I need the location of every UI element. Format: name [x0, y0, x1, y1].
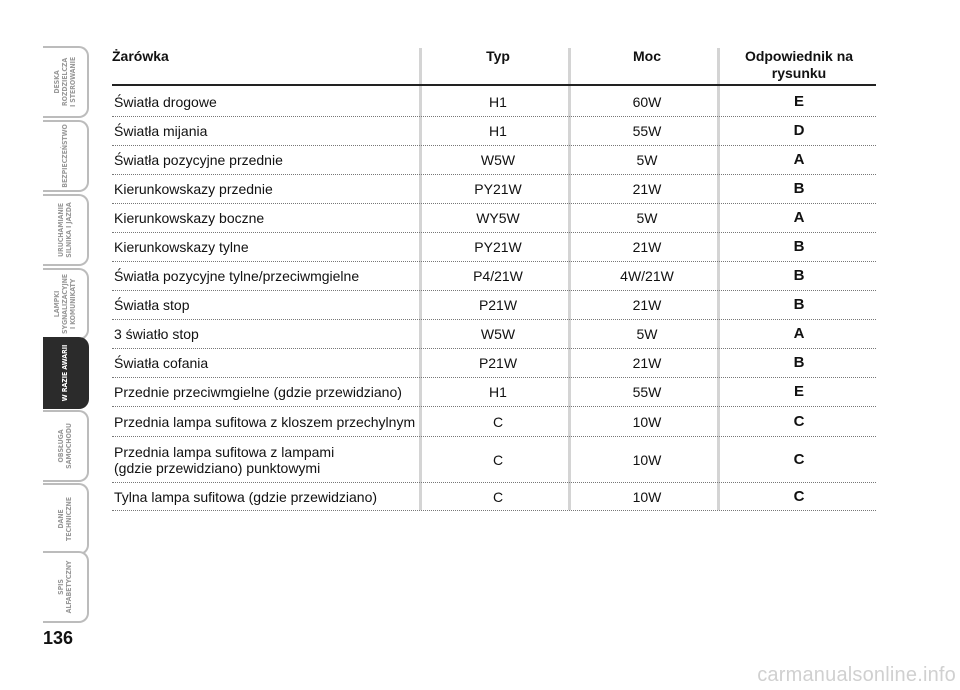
cell-ref: E — [793, 383, 804, 400]
tab-obsluga[interactable] — [43, 410, 89, 482]
cell-name: Światła stop — [114, 297, 190, 313]
tab-uruchamianie[interactable] — [43, 194, 89, 266]
tab-label: DANE TECHNICZNE — [57, 497, 73, 541]
cell-ref: A — [793, 325, 805, 342]
cell-name: Kierunkowskazy tylne — [114, 239, 249, 255]
cell-type: C — [492, 413, 504, 430]
table-row — [112, 291, 876, 320]
cell-type: H1 — [489, 94, 507, 110]
cell-ref: B — [793, 267, 805, 284]
tab-dane-techniczne[interactable] — [43, 483, 89, 555]
cell-name: 3 światło stop — [114, 326, 199, 342]
tab-label: SPIS ALFABETYCZNY — [57, 560, 73, 614]
table-header — [112, 48, 876, 86]
cell-ref: C — [793, 450, 805, 468]
cell-type: W5W — [480, 326, 516, 342]
cell-ref: B — [793, 354, 805, 371]
tab-label: LAMPKI SYGNALIZACYJNE I KOMUNIKATY — [53, 274, 77, 334]
cell-power: 10W — [632, 451, 662, 468]
cell-ref: A — [793, 151, 805, 168]
cell-name: Światła drogowe — [114, 94, 217, 110]
cell-power: 5W — [636, 210, 658, 226]
tab-deska-rozdzielcza[interactable] — [43, 46, 89, 118]
cell-type: H1 — [489, 123, 507, 139]
cell-type: C — [492, 488, 504, 505]
bulb-table — [112, 48, 876, 511]
cell-type: P4/21W — [473, 268, 523, 284]
cell-name: Światła pozycyjne tylne/przeciwmgielne — [114, 268, 360, 284]
cell-type: PY21W — [474, 181, 522, 197]
cell-ref: E — [793, 93, 804, 110]
cell-ref: C — [793, 487, 805, 505]
cell-ref: B — [793, 180, 805, 197]
tab-w-razie-awarii[interactable] — [43, 337, 89, 409]
cell-type: P21W — [478, 355, 518, 371]
cell-name: Światła pozycyjne przednie — [114, 152, 283, 168]
cell-power: 21W — [632, 297, 662, 313]
cell-ref: C — [793, 412, 805, 430]
tab-lampki[interactable] — [43, 268, 89, 340]
cell-power: 10W — [632, 413, 662, 430]
table-row — [112, 349, 876, 378]
cell-name: Kierunkowskazy boczne — [114, 210, 265, 226]
cell-power: 4W/21W — [620, 268, 674, 284]
cell-power: 21W — [632, 239, 662, 255]
table-row — [112, 378, 876, 407]
cell-power: 60W — [632, 94, 662, 110]
side-tabs — [0, 0, 96, 690]
table-row — [112, 146, 876, 175]
cell-ref: A — [793, 209, 805, 226]
header-ref: Odpowiednik na rysunku — [744, 48, 854, 81]
cell-ref: B — [793, 296, 805, 313]
cell-power: 21W — [632, 355, 662, 371]
tab-label: URUCHAMIANIE SILNIKA I JAZDA — [57, 202, 73, 258]
table-row — [112, 175, 876, 204]
tab-label: BEZPIECZEŃSTWO — [61, 124, 69, 188]
table-row — [112, 262, 876, 291]
watermark: carmanualsonline.info — [757, 664, 956, 686]
cell-type: WY5W — [476, 210, 520, 226]
header-bulb: Żarówka — [112, 48, 169, 64]
table-row — [112, 233, 876, 262]
table-row — [112, 483, 876, 511]
cell-name: Światła mijania — [114, 123, 208, 139]
cell-name: Kierunkowskazy przednie — [114, 181, 273, 197]
cell-name: Przednia lampa sufitowa z lampami (gdzie przewidziano) punktowymi — [114, 443, 335, 476]
table-row — [112, 204, 876, 233]
cell-name: Tylna lampa sufitowa (gdzie przewidziano) — [114, 488, 378, 505]
cell-type: H1 — [489, 384, 507, 400]
table-row — [112, 117, 876, 146]
cell-name: Światła cofania — [114, 355, 209, 371]
cell-power: 55W — [632, 123, 662, 139]
cell-ref: D — [793, 122, 805, 139]
cell-type: W5W — [480, 152, 516, 168]
cell-power: 21W — [632, 181, 662, 197]
tab-spis[interactable] — [43, 551, 89, 623]
cell-type: PY21W — [474, 239, 522, 255]
table-row — [112, 407, 876, 437]
table-row — [112, 320, 876, 349]
cell-power: 5W — [636, 152, 658, 168]
cell-name: Przednie przeciwmgielne (gdzie przewidziano) — [114, 384, 402, 400]
cell-ref: B — [793, 238, 805, 255]
header-power: Moc — [633, 48, 661, 64]
cell-type: P21W — [478, 297, 518, 313]
table-row — [112, 437, 876, 483]
cell-name: Przednia lampa sufitowa z kloszem przechylnym — [114, 413, 416, 430]
tab-label: DESKA ROZDZIELCZA I STEROWANIE — [53, 56, 77, 108]
page-number: 136 — [42, 628, 74, 648]
header-type: Typ — [486, 48, 510, 64]
tab-label: OBSŁUGA SAMOCHODU — [57, 423, 73, 469]
cell-power: 5W — [636, 326, 658, 342]
tab-bezpieczenstwo[interactable] — [43, 120, 89, 192]
cell-type: C — [492, 451, 504, 468]
tab-label: W RAZIE AWARII — [61, 344, 69, 402]
cell-power: 55W — [632, 384, 662, 400]
table-row — [112, 88, 876, 117]
cell-power: 10W — [632, 488, 662, 505]
